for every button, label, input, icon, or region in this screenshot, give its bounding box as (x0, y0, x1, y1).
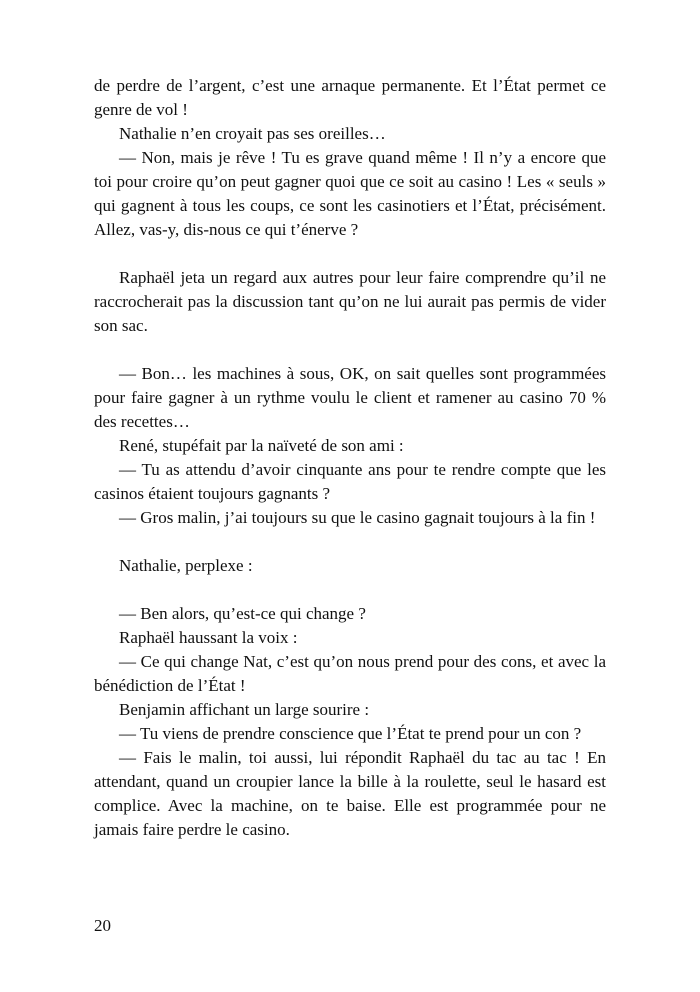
paragraph: — Non, mais je rêve ! Tu es grave quand même ! Il n’y a encore que toi pour croire qu’on peut gagner quoi que ce soit au casino ! Les « seuls » qui gagnent à tous les coups, ce sont les casinotiers et l’État, précisément. Allez, vas-y, dis-nous ce qui t’énerve ? (94, 148, 606, 239)
blank-line (94, 530, 606, 554)
paragraph: — Fais le malin, toi aussi, lui répondit Raphaël du tac au tac ! En attendant, quand un croupier lance la bille à la roulette, seul le hasard est complice. Avec la machine, on te baise. Elle est programmée pour ne jamais faire perdre le casino. (94, 748, 606, 839)
body-text (94, 74, 606, 842)
blank-line (94, 242, 606, 266)
paragraph: de perdre de l’argent, c’est une arnaque permanente. Et l’État permet ce genre de vol ! (94, 76, 606, 119)
blank-line (94, 578, 606, 602)
paragraph: — Ce qui change Nat, c’est qu’on nous prend pour des cons, et avec la bénédiction de l’État ! (94, 652, 606, 695)
paragraph: — Tu viens de prendre conscience que l’État te prend pour un con ? (119, 724, 582, 743)
paragraph: Benjamin affichant un large sourire : (119, 700, 370, 719)
paragraph: — Bon… les machines à sous, OK, on sait quelles sont programmées pour faire gagner à un rythme voulu le client et ramener au casino 70 % des recettes… (94, 364, 606, 431)
page-number: 20 (94, 916, 111, 935)
paragraph: Raphaël haussant la voix : (119, 628, 298, 647)
paragraph: Raphaël jeta un regard aux autres pour leur faire comprendre qu’il ne raccrocherait pas la discussion tant qu’on ne lui aurait pas permis de vider son sac. (94, 268, 606, 335)
paragraph: — Tu as attendu d’avoir cinquante ans pour te rendre compte que les casinos étaient toujours gagnants ? (94, 460, 606, 503)
paragraph: René, stupéfait par la naïveté de son ami : (119, 436, 404, 455)
paragraph: Nathalie n’en croyait pas ses oreilles… (119, 124, 386, 143)
paragraph: — Ben alors, qu’est-ce qui change ? (119, 604, 366, 623)
paragraph: — Gros malin, j’ai toujours su que le casino gagnait toujours à la fin ! (119, 508, 596, 527)
paragraph: Nathalie, perplexe : (119, 556, 253, 575)
blank-line (94, 338, 606, 362)
